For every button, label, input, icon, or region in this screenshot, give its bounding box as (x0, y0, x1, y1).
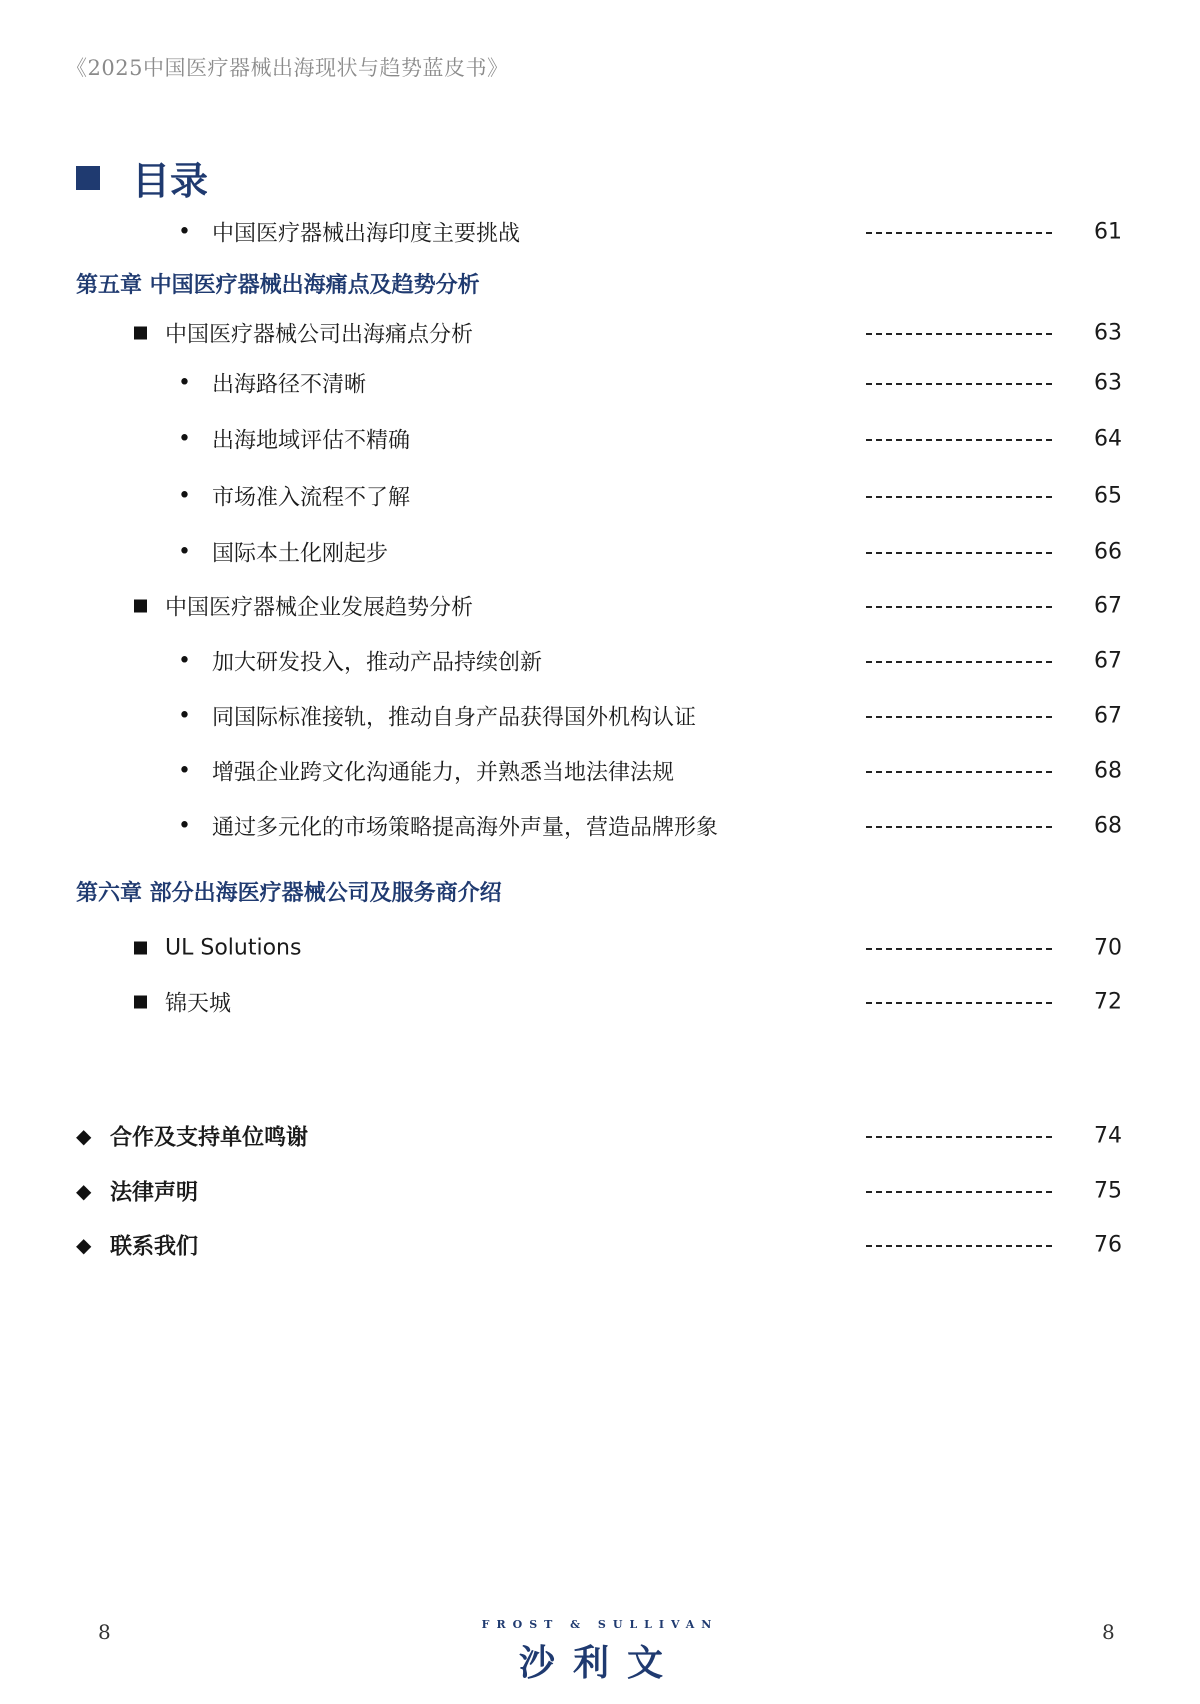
dot-leader (866, 1136, 1052, 1138)
chapter-heading[interactable]: 第六章 部分出海医疗器械公司及服务商介绍 (76, 880, 502, 906)
dot-leader (866, 716, 1052, 718)
dot-bullet-icon: • (178, 813, 191, 839)
toc-entry-label: 同国际标准接轨，推动自身产品获得国外机构认证 (212, 705, 697, 731)
toc-entry-label: 国际本土化刚起步 (212, 541, 389, 567)
square-bullet-icon (134, 996, 147, 1009)
square-bullet-icon (134, 600, 147, 613)
dot-bullet-icon: • (178, 483, 191, 509)
document-header-title: 《2025中国医疗器械出海现状与趋势蓝皮书》 (66, 56, 509, 80)
dot-leader (866, 333, 1052, 335)
toc-entry-label: UL Solutions (165, 935, 302, 961)
toc-entry-page: 64 (1094, 426, 1122, 452)
dot-bullet-icon: • (178, 539, 191, 565)
dot-bullet-icon: • (178, 219, 191, 245)
toc-entry[interactable] (0, 1225, 1200, 1265)
page-number-right: 8 (1102, 1620, 1115, 1644)
toc-entry-label: 出海路径不清晰 (212, 372, 367, 398)
toc-entry-page: 76 (1094, 1232, 1122, 1258)
toc-entry[interactable] (0, 363, 1200, 403)
toc-entry[interactable] (0, 696, 1200, 736)
toc-entry[interactable] (0, 212, 1200, 252)
toc-entry-page: 68 (1094, 758, 1122, 784)
toc-entry-label: 锦天城 (165, 991, 232, 1017)
dot-leader (866, 383, 1052, 385)
toc-entry-label: 法律声明 (110, 1179, 199, 1206)
toc-entry-page: 67 (1094, 648, 1122, 674)
dot-leader (866, 948, 1052, 950)
dot-leader (866, 1245, 1052, 1247)
square-bullet-icon (134, 942, 147, 955)
toc-heading (76, 150, 208, 205)
diamond-bullet-icon: ◆ (76, 1124, 92, 1148)
toc-entry[interactable] (0, 982, 1200, 1022)
toc-entry[interactable] (0, 806, 1200, 846)
dot-bullet-icon: • (178, 370, 191, 396)
dot-leader (866, 826, 1052, 828)
toc-entry-page: 75 (1094, 1178, 1122, 1204)
toc-entry-label: 增强企业跨文化沟通能力，并熟悉当地法律法规 (212, 760, 675, 786)
toc-entry-page: 72 (1094, 989, 1122, 1015)
toc-entry[interactable] (0, 586, 1200, 626)
frost-sullivan-logo (0, 1618, 1200, 1686)
toc-entry-page: 67 (1094, 703, 1122, 729)
toc-entry[interactable] (0, 419, 1200, 459)
toc-entry-page: 66 (1094, 539, 1122, 565)
dot-bullet-icon: • (178, 648, 191, 674)
dot-leader (866, 439, 1052, 441)
toc-entry-page: 74 (1094, 1123, 1122, 1149)
diamond-bullet-icon: ◆ (76, 1179, 92, 1203)
square-bullet-icon (76, 166, 100, 190)
toc-entry-label: 通过多元化的市场策略提高海外声量，营造品牌形象 (212, 815, 719, 841)
toc-entry-label: 中国医疗器械企业发展趋势分析 (165, 595, 474, 621)
logo-chinese: 沙利文 (518, 1643, 681, 1684)
toc-entry-label: 合作及支持单位鸣谢 (110, 1124, 309, 1151)
toc-entry-page: 61 (1094, 219, 1122, 245)
dot-bullet-icon: • (178, 703, 191, 729)
toc-entry-label: 联系我们 (110, 1233, 199, 1260)
dot-leader (866, 552, 1052, 554)
toc-entry-page: 63 (1094, 320, 1122, 346)
logo-english: FROST & SULLIVAN (481, 1618, 719, 1631)
dot-leader (866, 771, 1052, 773)
toc-entry-page: 65 (1094, 483, 1122, 509)
toc-entry[interactable] (0, 641, 1200, 681)
chapter-heading[interactable]: 第五章 中国医疗器械出海痛点及趋势分析 (76, 272, 480, 298)
toc-entry-page: 67 (1094, 593, 1122, 619)
toc-entry[interactable] (0, 928, 1200, 968)
dot-leader (866, 606, 1052, 608)
toc-entry-label: 中国医疗器械出海印度主要挑战 (212, 221, 521, 247)
toc-entry[interactable] (0, 751, 1200, 791)
toc-entry-label: 中国医疗器械公司出海痛点分析 (165, 322, 474, 348)
toc-entry-label: 出海地域评估不精确 (212, 428, 411, 454)
toc-entry[interactable] (0, 1171, 1200, 1211)
dot-leader (866, 232, 1052, 234)
toc-entry-page: 68 (1094, 813, 1122, 839)
dot-leader (866, 1191, 1052, 1193)
page-number-left: 8 (98, 1620, 111, 1644)
toc-entry-page: 63 (1094, 370, 1122, 396)
toc-entry[interactable] (0, 1116, 1200, 1156)
dot-bullet-icon: • (178, 758, 191, 784)
dot-leader (866, 1002, 1052, 1004)
dot-leader (866, 661, 1052, 663)
toc-entry-page: 70 (1094, 935, 1122, 961)
toc-entry-label: 加大研发投入，推动产品持续创新 (212, 650, 543, 676)
dot-leader (866, 496, 1052, 498)
diamond-bullet-icon: ◆ (76, 1233, 92, 1257)
square-bullet-icon (134, 327, 147, 340)
toc-heading-text: 目录 (132, 158, 209, 203)
dot-bullet-icon: • (178, 426, 191, 452)
toc-entry[interactable] (0, 532, 1200, 572)
toc-entry[interactable] (0, 476, 1200, 516)
toc-entry-label: 市场准入流程不了解 (212, 485, 411, 511)
toc-entry[interactable] (0, 313, 1200, 353)
